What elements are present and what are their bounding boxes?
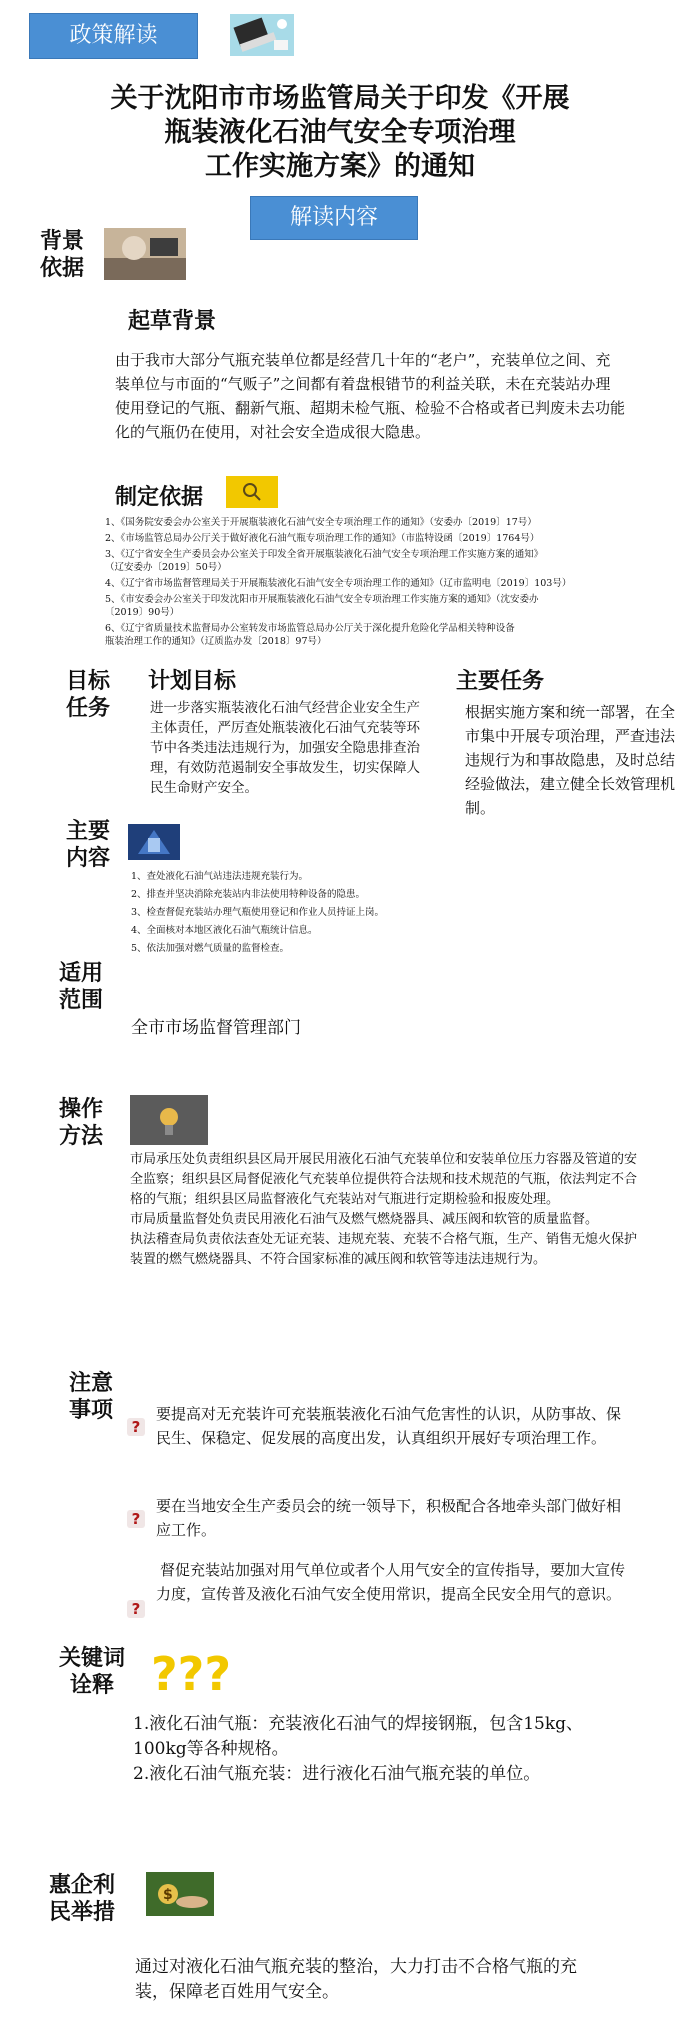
content-image <box>128 824 180 860</box>
main-tasks-clip <box>465 700 676 817</box>
plan-goal-text: 进一步落实瓶装液化石油气经营企业安全生产主体责任，严厉查处瓶装液化石油气充装等环节中各类违法违规行为，加强安全隐患排查治理，有效防范遏制安全事故发生，切实保障人民生命财产安全。 <box>150 700 420 796</box>
keywords-list <box>133 1712 603 1787</box>
basis-item: （辽安委办〔2019〕50号） <box>105 562 227 573</box>
title-line-3: 工作实施方案》的通知 <box>205 151 475 182</box>
benefits-text: 通过对液化石油气瓶充装的整治，大力打击不合格气瓶的充装，保障老百姓用气安全。 <box>135 1957 577 2002</box>
content-item: 2、排查并坚决消除充装站内非法使用特种设备的隐患。 <box>131 889 366 900</box>
basis-item: 6、《辽宁省质量技术监督局办公室转发市场监管总局办公厅关于深化提升危险化学品相关特种设备 <box>105 623 515 634</box>
main-tasks-heading: 主要任务 <box>456 669 545 694</box>
basis-item: 〔2019〕90号） <box>105 607 180 618</box>
main-tasks-text: 根据实施方案和统一部署，在全市集中开展专项治理，严查违法违规行为和事故隐患，及时总结经验做法，建立健全长效管理机制。 <box>465 703 676 817</box>
section-label-keywords: 关键词 诠释 <box>59 1646 126 1698</box>
drafting-background-text: 由于我市大部分气瓶充装单位都是经营几十年的“老户”，充装单位之间、充装单位与市面的“气贩子”之间都有着盘根错节的利益关联，未在充装站办理使用登记的气瓶、翻新气瓶、超期未检气瓶、检验不合格或者已判废未去功能化的气瓶仍在使用，对社会安全造成很大隐患。 <box>115 351 626 441</box>
money-plant-image <box>146 1872 214 1916</box>
section-label-method: 操作 方法 <box>59 1097 104 1149</box>
basis-item: 3、《辽宁省安全生产委员会办公室关于印发全省开展瓶装液化石油气安全专项治理工作实施方案的通知》 <box>105 549 544 560</box>
section-label-content: 主要 内容 <box>66 819 111 871</box>
question-mark-icon: ? <box>127 1600 145 1618</box>
content-item: 1、查处液化石油气站违法违规充装行为。 <box>131 871 309 882</box>
note-item-1: 要提高对无充装许可充装瓶装液化石油气危害性的认识，从防事故、保民生、保稳定、促发展的高度出发，认真组织开展好专项治理工作。 <box>156 1405 622 1447</box>
basis-item: 2、《市场监管总局办公厅关于做好液化石油气瓶专项治理工作的通知》（市监特设函〔2019〕1764号） <box>105 533 540 544</box>
laptop-image <box>230 14 294 56</box>
section-label-goals: 目标 任务 <box>66 669 111 721</box>
basis-heading: 制定依据 <box>115 485 204 510</box>
svg-text:???: ??? <box>151 1647 232 1701</box>
svg-text:$: $ <box>163 1887 173 1903</box>
method-text: 市局承压处负责组织县区局开展民用液化石油气充装单位和安装单位压力容器及管道的安全监察；组织县区局督促液化气充装单位提供符合法规和技术规范的气瓶，依法判定不合格的气瓶；组织县区局监督液化气充装站对气瓶进行定期检验和报废处理。 市局质量监督处负责民用液化石油气及燃气燃烧器具、减压阀和软管的质量监督。 执法稽查局负责依法查处无证充装、违规充装、充装不合格气瓶，生产、销售无熄火保护装置的燃气燃烧器具、不符合国家标准的减压阀和软管等违法违规行为。 <box>130 1152 638 1267</box>
content-list <box>131 868 384 958</box>
question-marks-image <box>145 1634 235 1708</box>
section-label-benefits: 惠企利 民举措 <box>49 1873 116 1925</box>
keyword-item: 1.液化石油气瓶：充装液化石油气的焊接钢瓶，包含15kg、100kg等各种规格。 <box>133 1714 584 1759</box>
note-item-2: 要在当地安全生产委员会的统一领导下，积极配合各地牵头部门做好相应工作。 <box>156 1497 622 1539</box>
note-item-3: 督促充装站加强对用气单位或者个人用气安全的宣传指导，要加大宣传力度，宣传普及液化石油气安全使用常识，提高全民安全用气的意识。 <box>156 1561 626 1603</box>
interpretation-content-tag: 解读内容 <box>250 196 418 240</box>
plan-goal-heading: 计划目标 <box>148 669 237 694</box>
document-title <box>60 82 620 184</box>
section-label-notes: 注意 事项 <box>69 1371 114 1423</box>
basis-item: 1、《国务院安委会办公室关于开展瓶装液化石油气安全专项治理工作的通知》（安委办〔2019〕17号） <box>105 517 537 528</box>
content-item: 3、检查督促充装站办理气瓶使用登记和作业人员持证上岗。 <box>131 907 385 918</box>
section-label-scope: 适用 范围 <box>59 961 104 1013</box>
keyword-item: 2.液化石油气瓶充装：进行液化石油气瓶充装的单位。 <box>133 1764 541 1784</box>
magnifier-icon <box>226 476 278 508</box>
basis-item: 4、《辽宁省市场监督管理局关于开展瓶装液化石油气安全专项治理工作的通知》（辽市监明电〔2019〕103号） <box>105 578 572 589</box>
basis-item: 5、《市安委会办公室关于印发沈阳市开展瓶装液化石油气安全专项治理工作实施方案的通知》（沈安委办 <box>105 594 539 605</box>
section-label-background: 背景 依据 <box>40 229 85 281</box>
question-mark-icon: ? <box>127 1510 145 1528</box>
basis-list <box>105 516 674 648</box>
question-mark-icon: ? <box>127 1418 145 1436</box>
drafting-background-heading: 起草背景 <box>128 309 217 334</box>
content-item: 4、全面核对本地区液化石油气瓶统计信息。 <box>131 925 318 936</box>
title-line-2: 瓶装液化石油气安全专项治理 <box>164 117 516 148</box>
title-line-1: 关于沈阳市市场监管局关于印发《开展 <box>110 83 570 114</box>
background-image <box>104 228 186 280</box>
policy-interpretation-tag: 政策解读 <box>29 13 198 59</box>
scope-text: 全市市场监督管理部门 <box>131 1018 301 1038</box>
basis-item: 瓶装治理工作的通知》（辽质监办发〔2018〕97号） <box>105 636 327 647</box>
lightbulb-image <box>130 1095 208 1145</box>
content-item: 5、依法加强对燃气质量的监督检查。 <box>131 943 290 954</box>
